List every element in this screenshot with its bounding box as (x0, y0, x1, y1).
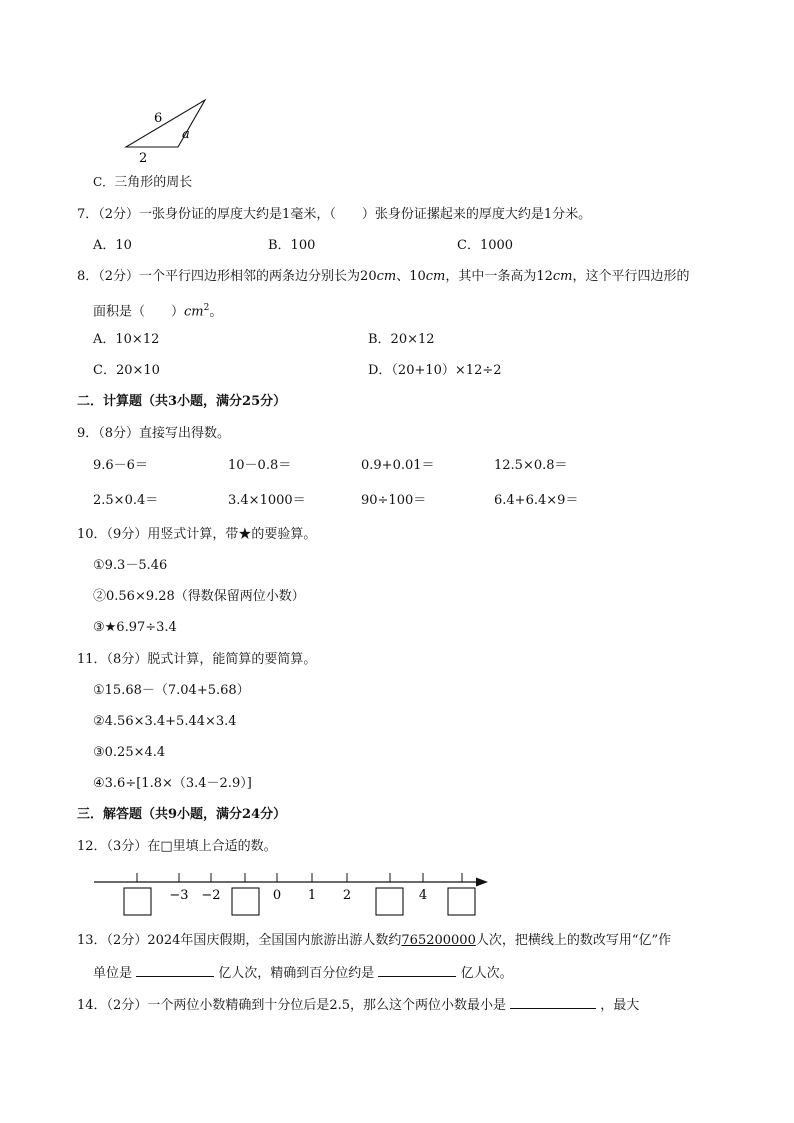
q10-item: ①9.3－5.46 (93, 558, 168, 573)
q9-stem: 9．（8分）直接写出得数。 (77, 426, 231, 441)
q8-stem-pre: 8．（2分）一个平行四边形相邻的两条边分别长为20 (77, 269, 377, 284)
q8-line2-pre: 面积是（ ） (93, 304, 185, 320)
q8-stem-mid: ，其中一条高为12 (445, 269, 553, 284)
triangle-shape (126, 100, 205, 147)
q9-item: 6.4+6.4×9＝ (494, 493, 579, 508)
q11-item: ③0.25×4.4 (93, 745, 166, 760)
number-line-label: −2 (201, 888, 221, 903)
number-line-arrow (476, 878, 488, 887)
number-line-label: 4 (418, 888, 428, 903)
q11-item: ④3.6÷[1.8×（3.4－2.9）] (93, 776, 252, 791)
q6-option-c-text: 三角形的周长 (114, 175, 193, 190)
q9-item: 90÷100＝ (361, 493, 427, 508)
number-line-label: 1 (307, 888, 317, 903)
q8-stem-line2 (93, 300, 222, 320)
answer-box[interactable] (448, 888, 475, 915)
section-3-heading: 三．解答题（共9小题，满分24分） (77, 807, 287, 822)
q13-line2-b: 亿人次，精确到百分位约是 (218, 966, 375, 981)
q8-line2-unit: cm (184, 304, 204, 320)
q14-blank-1[interactable] (510, 996, 596, 1009)
q7-stem: 7．（2分）一张身份证的厚度大约是1毫米，（ ）张身份证摞起来的厚度大约是1分米。 (77, 207, 592, 222)
q9-item: 3.4×1000＝ (228, 493, 306, 508)
q13-number: 765200000 (401, 933, 476, 948)
q8-line2-sup: 2 (203, 303, 210, 313)
q14-tail: ，最大 (600, 998, 640, 1013)
triangle-label-a: a (182, 127, 190, 142)
triangle-label-2: 2 (139, 151, 148, 166)
q13-line1 (77, 933, 671, 949)
q13-line2 (93, 964, 513, 982)
q8-option-a: A．10×12 (93, 332, 160, 347)
q8-option-d: D．（20+10）×12÷2 (368, 363, 502, 378)
q8-unit-3: cm (552, 269, 573, 284)
q8-stem (77, 269, 690, 285)
q9-item: 0.9+0.01＝ (361, 458, 435, 473)
q8-option-b: B．20×12 (368, 332, 435, 347)
q6-option-c (93, 174, 192, 191)
q8-stem-sep: 、10 (396, 269, 426, 284)
q12-stem: 12．（3分）在□里填上合适的数。 (77, 839, 277, 854)
q7-option-a: A．10 (93, 238, 132, 253)
answer-box[interactable] (124, 888, 151, 915)
q10-item: ②0.56×9.28（得数保留两位小数） (93, 589, 305, 604)
triangle-figure (118, 92, 218, 168)
q8-line2-end: 。 (209, 304, 223, 320)
triangle-label-6: 6 (154, 111, 163, 126)
q9-item: 9.6－6＝ (93, 458, 148, 473)
number-line-label: 2 (342, 888, 352, 903)
q13-blank-2[interactable] (378, 964, 456, 977)
answer-box[interactable] (376, 888, 403, 915)
q13-line1-post: 人次，把横线上的数改写用“亿”作 (475, 933, 672, 948)
q13-line2-a: 单位是 (93, 966, 133, 981)
q13-line1-pre: 13．（2分）2024年国庆假期，全国国内旅游出游人数约 (77, 933, 402, 948)
q11-stem: 11．（8分）脱式计算，能简算的要简算。 (77, 652, 317, 667)
q10-item: ③★6.97÷3.4 (93, 620, 177, 635)
q11-item: ②4.56×3.4+5.44×3.4 (93, 714, 237, 729)
q14-text: 14．（2分）一个两位小数精确到十分位后是2.5，那么这个两位小数最小是 (77, 998, 506, 1013)
q11-item: ①15.68－（7.04+5.68） (93, 683, 250, 698)
q7-option-b: B．100 (268, 238, 316, 253)
number-line-label: −3 (169, 888, 189, 903)
number-line-label: 0 (272, 888, 282, 903)
q14-line1 (77, 996, 639, 1014)
q8-option-c: C．20×10 (93, 363, 160, 378)
section-2-heading: 二．计算题（共3小题，满分25分） (77, 394, 287, 409)
number-line (90, 862, 490, 920)
q7-option-c: C．1000 (457, 238, 514, 253)
q8-unit-2: cm (425, 269, 446, 284)
answer-box[interactable] (232, 888, 259, 915)
q13-line2-c: 亿人次。 (460, 966, 513, 981)
q8-stem-post: ，这个平行四边形的 (572, 269, 690, 284)
q13-blank-1[interactable] (136, 964, 214, 977)
q8-unit-1: cm (376, 269, 397, 284)
q10-stem: 10．（9分）用竖式计算，带★的要验算。 (77, 527, 317, 542)
q9-item: 10－0.8＝ (228, 458, 292, 473)
q9-item: 12.5×0.8＝ (494, 458, 568, 473)
q9-item: 2.5×0.4＝ (93, 493, 159, 508)
q6-option-c-letter: C． (93, 175, 115, 189)
